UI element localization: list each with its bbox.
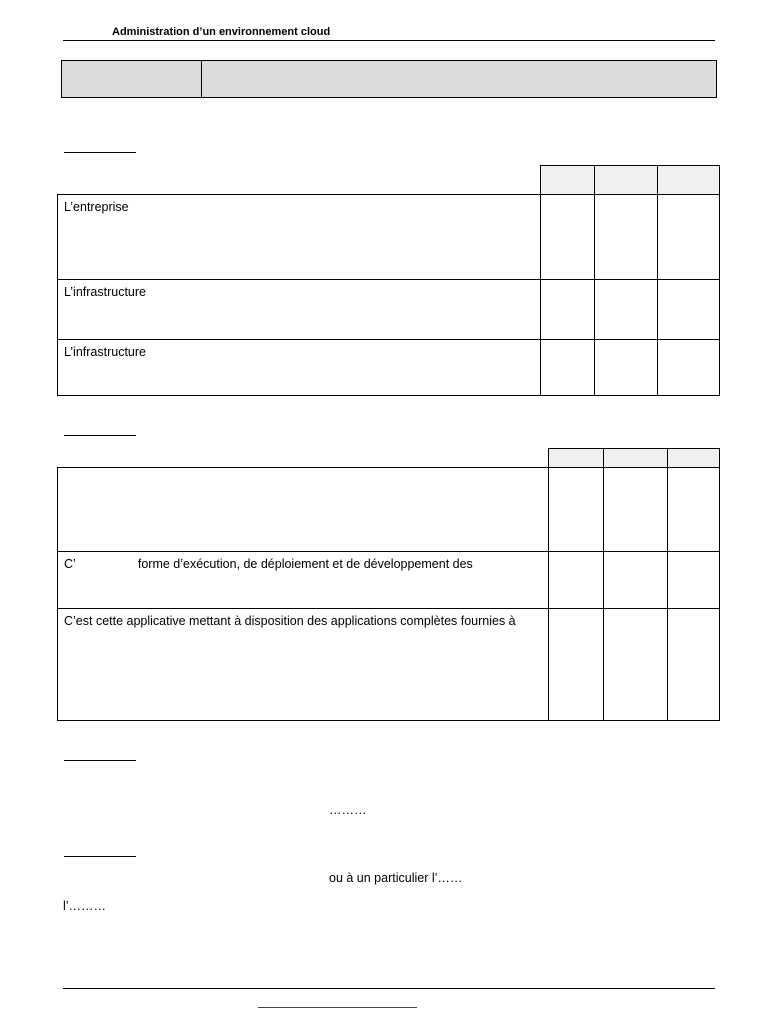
table-row xyxy=(58,195,720,280)
answer-cell[interactable] xyxy=(595,280,658,340)
table-header-row xyxy=(58,166,720,195)
answer-cell[interactable] xyxy=(548,609,604,721)
question-cell: C’est cette applicative mettant à disposition des applications complètes fournies à xyxy=(58,609,549,721)
answer-cell[interactable] xyxy=(604,468,668,552)
answer-cell[interactable] xyxy=(658,280,720,340)
answer-cell[interactable] xyxy=(541,280,595,340)
answer-cell[interactable] xyxy=(668,552,720,609)
answer-column-header xyxy=(668,449,720,468)
answer-cell[interactable] xyxy=(595,340,658,396)
question-cell: C’ forme d’exécution, de déploiement et de développement des xyxy=(58,552,549,609)
answer-column-header xyxy=(548,449,604,468)
answer-cell[interactable] xyxy=(658,195,720,280)
answer-column-header xyxy=(595,166,658,195)
question-table-2 xyxy=(57,448,720,721)
answer-cell[interactable] xyxy=(658,340,720,396)
fill-in-blank: l’……… xyxy=(63,899,107,913)
answer-cell[interactable] xyxy=(604,552,668,609)
question-cell: L’entreprise xyxy=(58,195,541,280)
header-rule xyxy=(63,40,715,41)
section-1-heading-rule xyxy=(64,152,136,153)
title-box-divider xyxy=(201,61,202,97)
answer-cell[interactable] xyxy=(604,609,668,721)
title-box xyxy=(61,60,717,98)
section-3-heading-rule xyxy=(64,760,136,761)
answer-cell[interactable] xyxy=(541,195,595,280)
question-cell: L’infrastructure xyxy=(58,340,541,396)
document-header-title: Administration d’un environnement cloud xyxy=(112,26,331,38)
answer-cell[interactable] xyxy=(595,195,658,280)
answer-cell[interactable] xyxy=(668,609,720,721)
question-table-1 xyxy=(57,165,720,396)
table-row xyxy=(58,468,720,552)
answer-column-header xyxy=(658,166,720,195)
fill-in-blank: ……… xyxy=(329,803,367,817)
table-row xyxy=(58,340,720,396)
table-row xyxy=(58,280,720,340)
table-header-row xyxy=(58,449,720,468)
answer-cell[interactable] xyxy=(548,468,604,552)
question-cell xyxy=(58,468,549,552)
answer-cell[interactable] xyxy=(548,552,604,609)
answer-cell[interactable] xyxy=(541,340,595,396)
section-4-heading-rule xyxy=(64,856,136,857)
footer-rule xyxy=(63,988,715,989)
section-2-heading-rule xyxy=(64,435,136,436)
table-row xyxy=(58,609,720,721)
table-row xyxy=(58,552,720,609)
answer-cell[interactable] xyxy=(668,468,720,552)
question-cell: L’infrastructure xyxy=(58,280,541,340)
fill-in-blank-sentence: ou à un particulier l’…… xyxy=(329,871,463,885)
answer-column-header xyxy=(541,166,595,195)
answer-column-header xyxy=(604,449,668,468)
footer-link-underline[interactable] xyxy=(258,1007,417,1008)
